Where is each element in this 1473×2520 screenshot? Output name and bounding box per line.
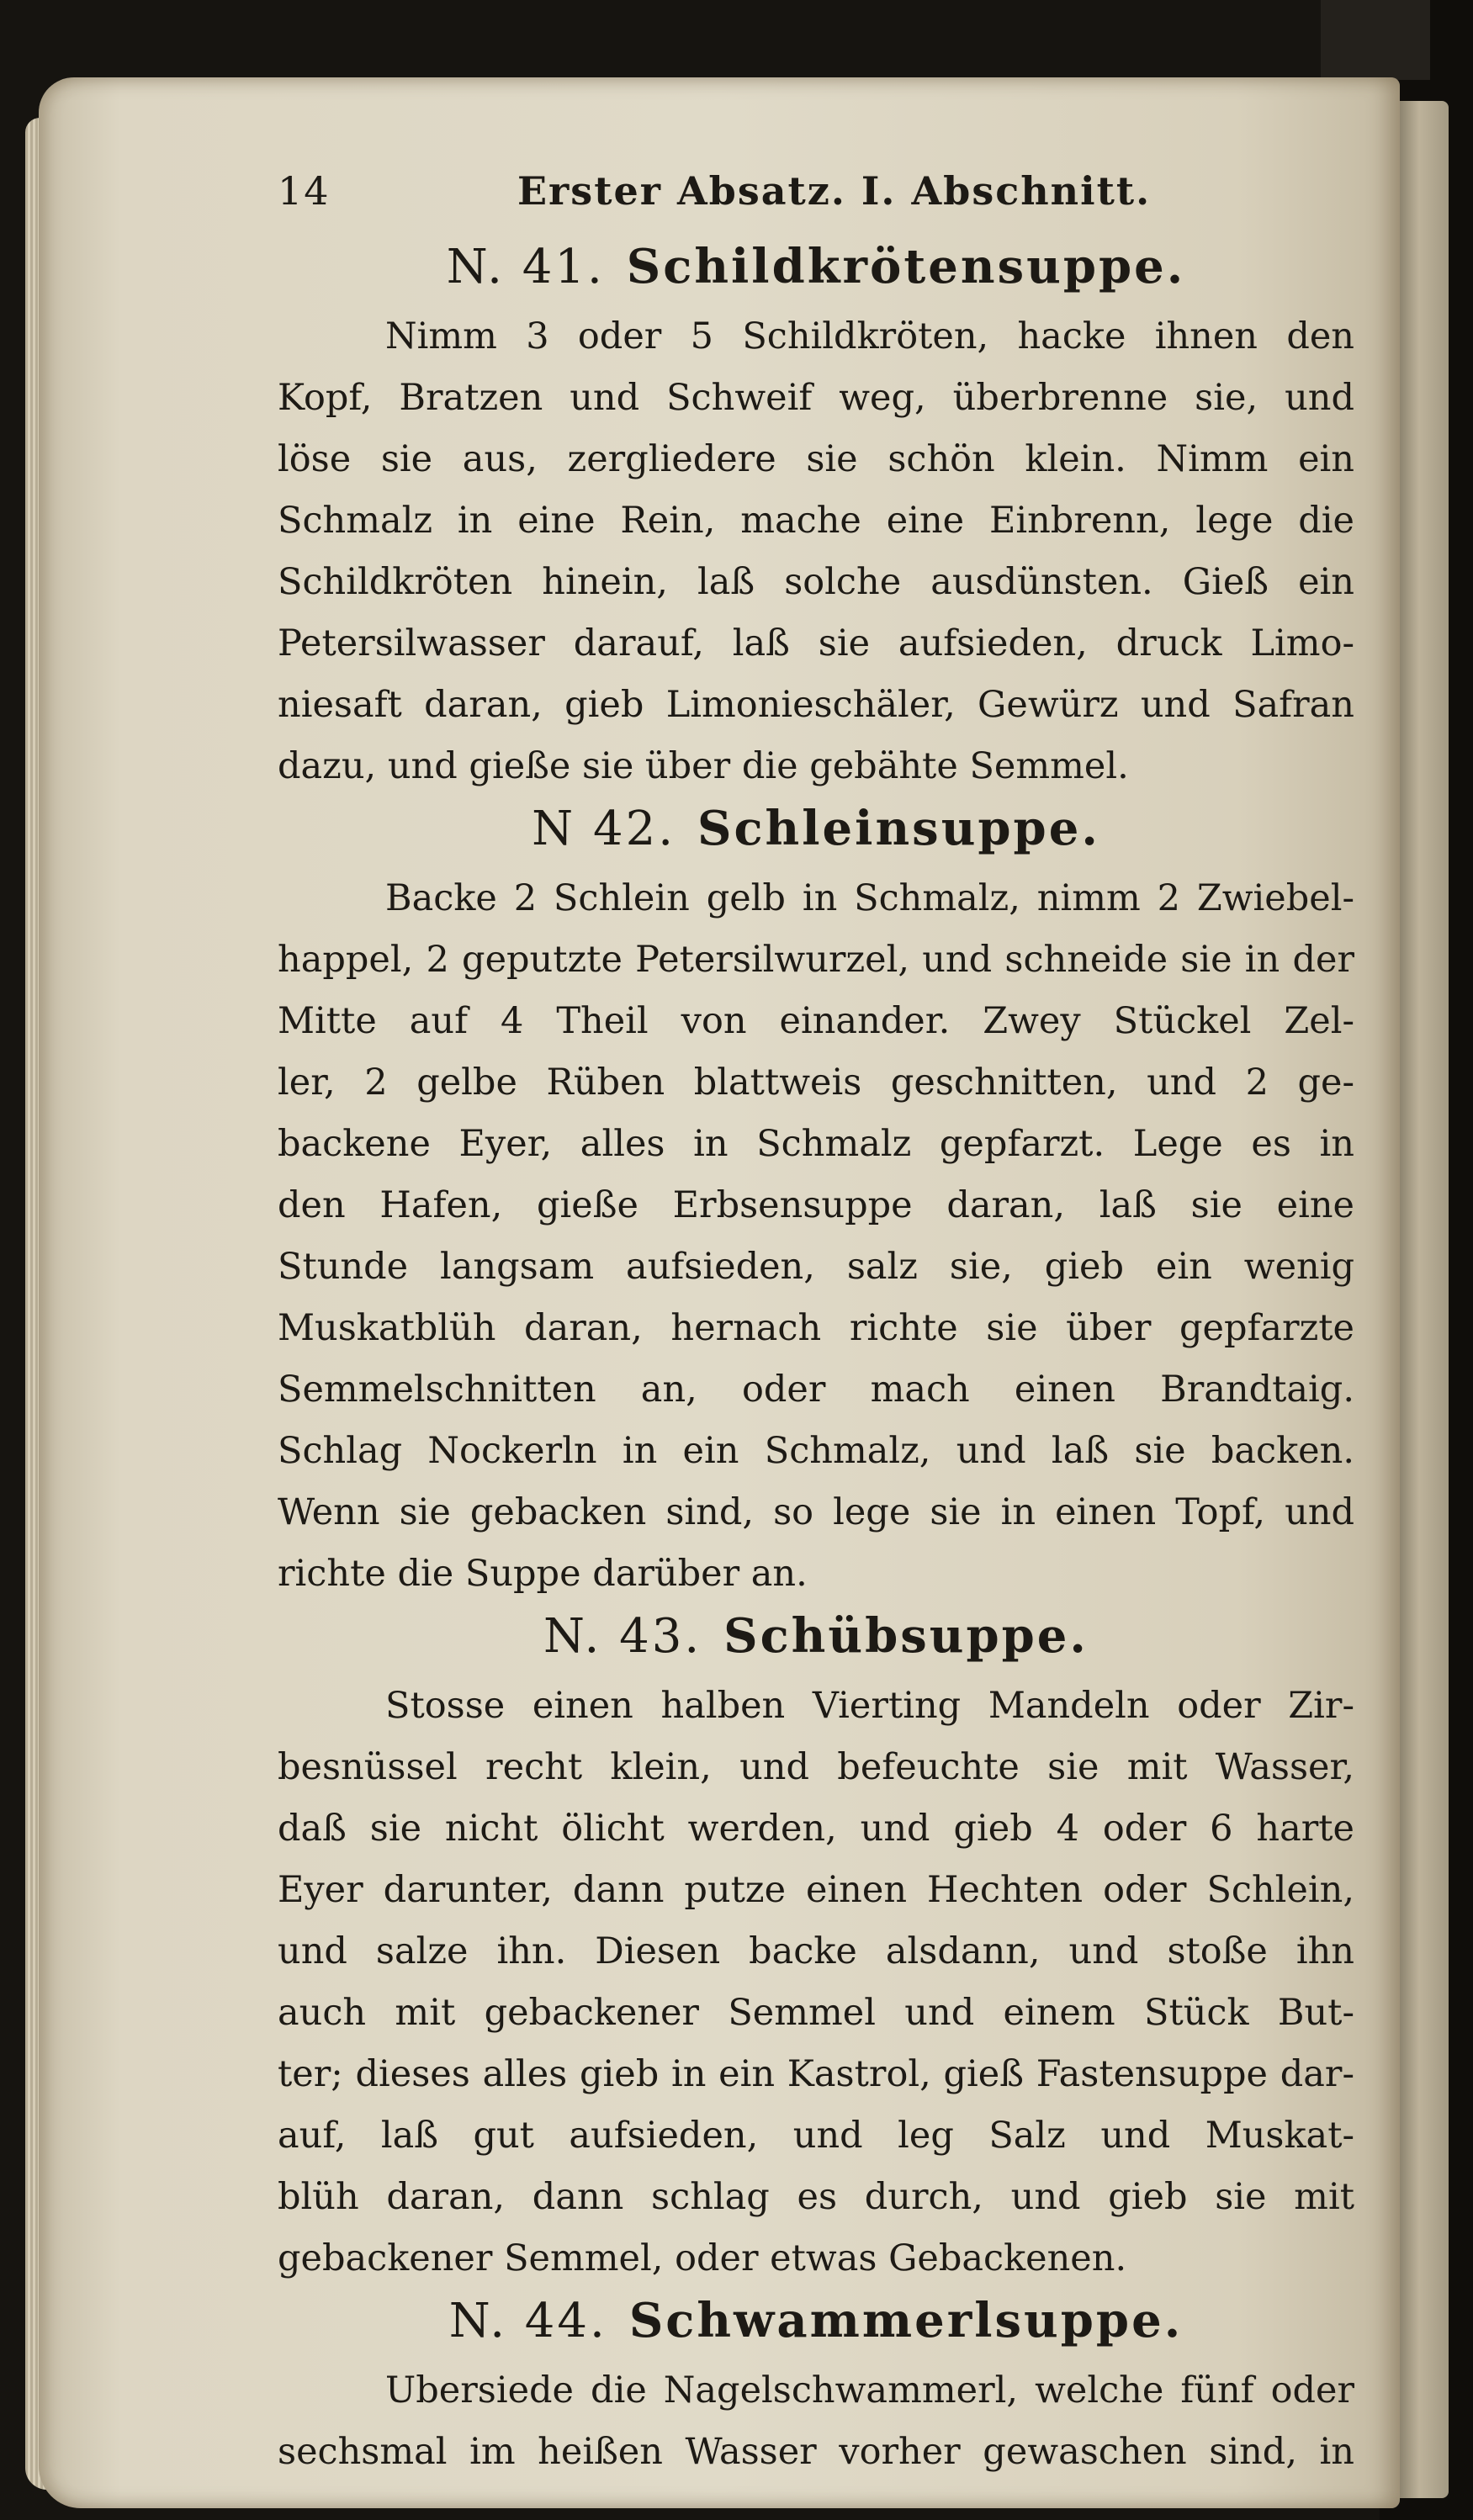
text-line: ler, 2 gelbe Rüben blattweis geschnitten, und 2 ge- [278, 1061, 1354, 1104]
recipe-number: N. 44. [448, 2294, 607, 2348]
text-line: ter; dieses alles gieb in ein Kastrol, gieß Fastensuppe dar- [278, 2053, 1354, 2095]
recipe-number: N 42. [532, 802, 676, 856]
text-line: auch mit gebackener Semmel und einem Stück But- [278, 1992, 1354, 2034]
text-line: backene Eyer, alles in Schmalz gepfarzt. Lege es in [278, 1123, 1354, 1165]
text-line: Mitte auf 4 Theil von einander. Zwey Stückel Zel- [278, 1000, 1354, 1042]
text-line: gebackener Semmel, oder etwas Gebackenen. [278, 2237, 1127, 2279]
text-line: Ubersiede die Nagelschwammerl, welche fünf oder [385, 2369, 1354, 2411]
text-line: Wenn sie gebacken sind, so lege sie in einen Topf, und [278, 1491, 1354, 1533]
recipe-number: N. 41. [446, 240, 605, 294]
text-line: den Hafen, gieße Erbsensuppe daran, laß sie eine [278, 1184, 1354, 1226]
text-line: Kopf, Bratzen und Schweif weg, überbrenne sie, und [278, 377, 1354, 419]
recipe-title: Schübsuppe. [723, 1608, 1089, 1664]
text-line: und salze ihn. Diesen backe alsdann, und stoße ihn [278, 1930, 1354, 1972]
recipe-heading-44 [278, 2293, 1354, 2348]
next-page-edge [1400, 101, 1449, 2498]
page-text [278, 160, 1354, 2483]
text-line: Stosse einen halben Vierting Mandeln oder Zir- [385, 1685, 1354, 1727]
text-line: Backe 2 Schlein gelb in Schmalz, nimm 2 Zwiebel- [385, 877, 1354, 919]
text-line: Petersilwasser darauf, laß sie aufsieden, druck Limo- [278, 622, 1354, 664]
text-line: daß sie nicht ölicht werden, und gieb 4 oder 6 harte [278, 1808, 1354, 1850]
recipe-title: Schwammerlsuppe. [628, 2293, 1184, 2348]
recipe-heading-43 [278, 1608, 1354, 1664]
text-line: happel, 2 geputzte Petersilwurzel, und schneide sie in der [278, 939, 1354, 981]
running-head [278, 160, 1354, 236]
text-line: Semmelschnitten an, oder mach einen Brandtaig. [278, 1369, 1354, 1411]
text-line: Schildkröten hinein, laß solche ausdünsten. Gieß ein [278, 561, 1354, 603]
text-line: Nimm 3 oder 5 Schildkröten, hacke ihnen den [385, 315, 1354, 357]
text-line: Schlag Nockerln in ein Schmalz, und laß sie backen. [278, 1430, 1354, 1472]
text-line: richte die Suppe darüber an. [278, 1553, 808, 1595]
running-head-title: Erster Absatz. I. Abschnitt. [517, 168, 1152, 214]
text-line: Stunde langsam aufsieden, salz sie, gieb ein wenig [278, 1246, 1354, 1288]
text-line: besnüssel recht klein, und befeuchte sie mit Wasser, [278, 1746, 1354, 1788]
recipe-number: N. 43. [543, 1609, 702, 1664]
recipe-title: Schildkrötensuppe. [626, 239, 1186, 294]
text-line: Eyer darunter, dann putze einen Hechten oder Schlein, [278, 1869, 1354, 1911]
recipe-heading-42 [278, 801, 1354, 856]
recipe-heading-41 [278, 239, 1354, 294]
text-line: sechsmal im heißen Wasser vorher gewaschen sind, in [278, 2431, 1354, 2473]
text-line: löse sie aus, zergliedere sie schön klein. Nimm ein [278, 438, 1354, 480]
text-line: auf, laß gut aufsieden, und leg Salz und Muskat- [278, 2115, 1354, 2157]
text-line: blüh daran, dann schlag es durch, und gieb sie mit [278, 2176, 1354, 2218]
text-line: niesaft daran, gieb Limonieschäler, Gewürz und Safran [278, 684, 1354, 726]
text-line: Muskatblüh daran, hernach richte sie über gepfarzte [278, 1307, 1354, 1349]
page-number: 14 [278, 168, 331, 214]
text-line: Schmalz in eine Rein, mache eine Einbrenn, lege die [278, 500, 1354, 542]
text-line: dazu, und gieße sie über die gebähte Semmel. [278, 745, 1129, 787]
recipe-title: Schleinsuppe. [697, 801, 1100, 856]
